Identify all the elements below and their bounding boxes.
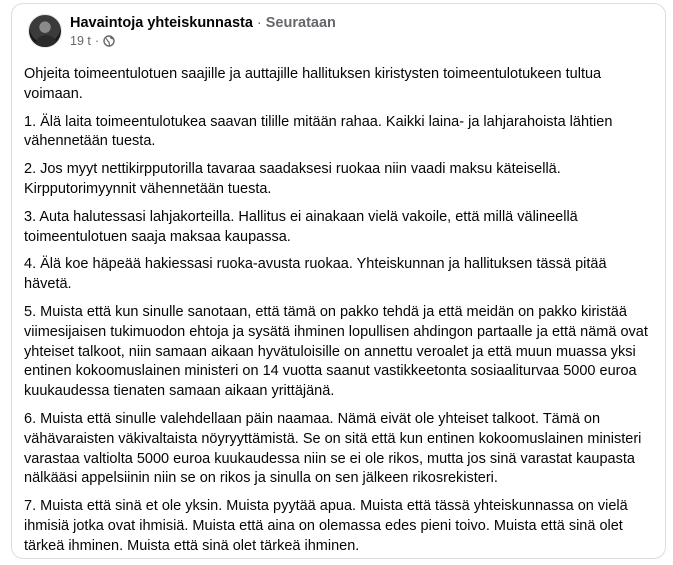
post-timestamp[interactable]: 19 t xyxy=(70,33,91,48)
post-paragraph-7: 7. Muista että sinä et ole yksin. Muista pyytää apua. Muista että tässä yhteiskunnassa on vielä ihmisiä jotka ovat ihmisiä. Muista että aina on olemassa edes pieni toivo. Muista että sinä olet tärkeä ihminen. Muista että sinä olet tärkeä ihminen. xyxy=(24,498,628,554)
post-paragraph-1: 1. Älä laita toimeentulotukea saavan tilille mitään rahaa. Kaikki laina- ja lahjarahoista lähtien vähennetään tuesta. xyxy=(24,113,613,150)
title-line xyxy=(70,15,336,31)
avatar[interactable] xyxy=(28,14,62,48)
post-subline xyxy=(70,34,336,48)
time-separator: · xyxy=(94,33,100,48)
post-card xyxy=(11,3,666,559)
post-paragraph-5: 5. Muista että kun sinulle sanotaan, että tämä on pakko tehdä ja että meidän on pakko kiristää viimesijaisen tukimuodon ehtoja ja sysätä ihminen lopullisen ahdingon partaalle ja että nämä ovat yhteiset talkoot, niin samaan aikaan hyvätuloisille on annettu veroalet ja että muun muassa yksi entinen kokoomuslainen ministeri on 14 vuotta saanut vastikkeetonta sosiaaliturvaa 5000 euroa kuukaudessa tienaten samaan aikaan yrittäjänä. xyxy=(24,303,648,400)
post-paragraph-2: 2. Jos myyt nettikirpputorilla tavaraa saadaksesi ruokaa niin vaadi maksu käteisellä. Kirpputorimyynnit vähennetään tuesta. xyxy=(24,161,561,197)
post-paragraph-intro: Ohjeita toimeentulotuen saajille ja auttajille hallituksen kiristysten toimeentulotukeen tultua voimaan. xyxy=(24,66,602,102)
page-name-link[interactable]: Havaintoja yhteiskunnasta xyxy=(70,14,253,31)
title-separator: · xyxy=(256,14,262,31)
post-header xyxy=(28,14,336,48)
post-paragraph-6: 6. Muista että sinulle valehdellaan päin naamaa. Nämä eivät ole yhteiset talkoot. Tämä on vähävaraisten väkivaltaista nöyryyttämistä. Se on sitä että kun entinen kokoomuslainen ministeri varastaa valtiolta 5000 euroa kuukaudessa niin se ei ole rikos, mutta jos sinä varastat kaupasta nälkääsi appelsiinin niin se on rikos ja sinulla on sen jälkeen rikosrekisteri. xyxy=(24,410,642,487)
post-body xyxy=(24,65,656,565)
post-meta xyxy=(70,15,336,48)
following-button[interactable]: Seurataan xyxy=(265,14,336,31)
post-paragraph-3: 3. Auta halutessasi lahjakorteilla. Hallitus ei ainakaan vielä vakoile, että millä välineellä toimeentulotuen saaja maksaa kaupassa. xyxy=(24,208,578,245)
post-paragraph-4: 4. Älä koe häpeää hakiessasi ruoka-avusta ruokaa. Yhteiskunnan ja hallituksen tässä pitää hävetä. xyxy=(24,256,607,293)
globe-icon[interactable] xyxy=(103,35,115,47)
